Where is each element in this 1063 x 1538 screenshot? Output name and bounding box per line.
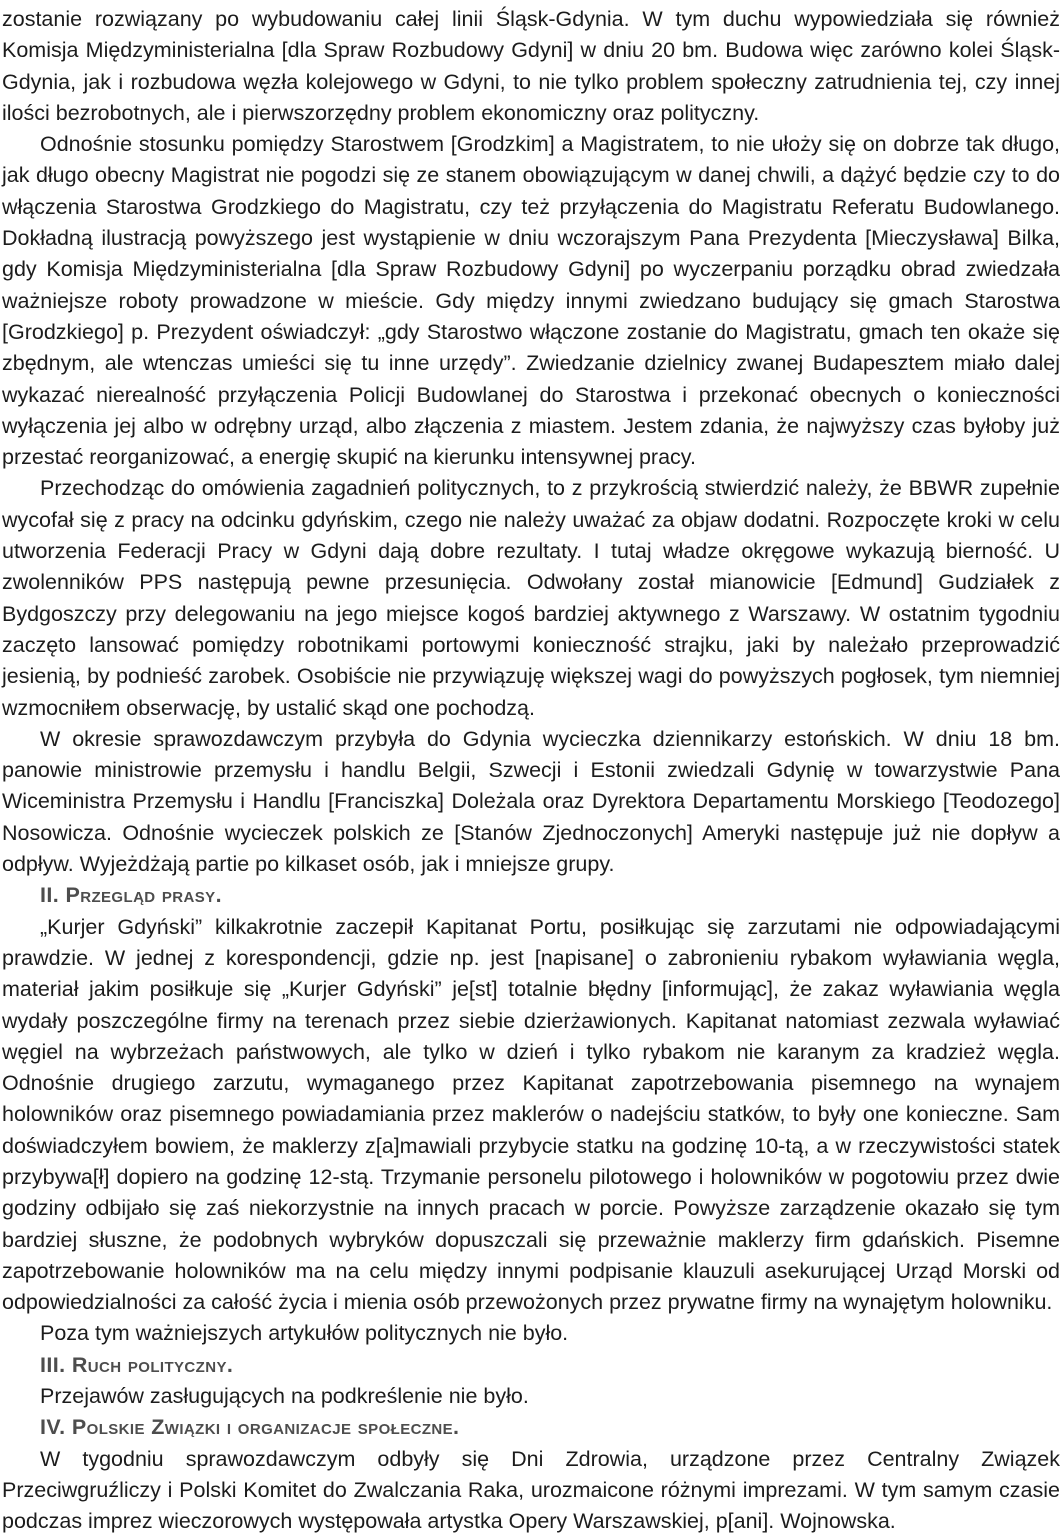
section-heading-political-movement: III. Ruch polityczny. bbox=[40, 1352, 234, 1377]
paragraph-political-issues: Przechodząc do omówienia zagadnień politycznych, to z przykrością stwierdzić należy, że BBWR zupełnie wycofał się z pracy na odcinku gdyńskim, czego nie należy uważać za objaw dodatni. Rozpoczęte kroki w celu utworzenia Federacji Pracy w Gdyni dają dobre rezultaty. I tutaj władze okręgowe wykazują bierność. U zwolenników PPS następują pewne przesunięcia. Odwołany został mianowicie [Edmund] Gudziałek z Bydgoszczy przy delegowaniu na jego miejsce kogoś bardziej aktywnego z Warszawy. W ostatnim tygodniu zaczęto lansować pomiędzy robotnikami portowymi konieczność strajku, jaki by należało przeprowadzić jesienią, by podnieść zarobek. Osobiście nie przywiązuję większej wagi do powyższych pogłosek, tym niemniej wzmocniłem obserwację, by ustalić skąd one pochodzą. bbox=[2, 476, 1060, 720]
paragraph-continuation: zostanie rozwiązany po wybudowaniu całej linii Śląsk-Gdynia. W tym duchu wypowiedziała się również Komisja Międzyministerialna [dla Spraw Rozbudowy Gdyni] w dniu 20 bm. Budowa więc zarówno kolei Śląsk-Gdynia, jak i rozbudowa węzła kolejowego w Gdyni, to nie tylko problem społeczny zatrudnienia tej, czy innej ilości bezrobotnych, ale i pierwszorzędny problem ekonomiczny oraz polityczny. bbox=[2, 7, 1060, 125]
paragraph-no-other-articles: Poza tym ważniejszych artykułów politycznych nie było. bbox=[40, 1321, 569, 1346]
section-heading-polish-associations: IV. Polskie Związki i organizacje społeczne. bbox=[40, 1415, 460, 1440]
paragraph-no-political-signs: Przejawów zasługujących na podkreślenie nie było. bbox=[40, 1384, 529, 1409]
paragraph-kurjer-gdynski: „Kurjer Gdyński” kilkakrotnie zaczepił Kapitanat Portu, posiłkując się zarzutami nie odpowiadającymi prawdzie. W jednej z korespondencji, gdzie np. jest [napisane] o zabronieniu rybakom wyławiania węgla, materiał jakim posiłkuje się „Kurjer Gdyński” je[st] totalnie błędny [informując], że zakaz wyławiania węgla wydały poszczególne firmy na terenach przez siebie dzierżawionych. Kapitanat natomiast zezwala wyławiać węgiel na wybrzeżach państwowych, ale tylko w dzień i tylko rybakom nie karanym za kradzież węgla. Odnośnie drugiego zarzutu, wymaganego przez Kapitanat zapotrzebowania pisemnego na wynajem holowników oraz pisemnego powiadamiania przez maklerów o nadejściu statków, to były one konieczne. Sam doświadczyłem bowiem, że maklerzy z[a]mawiali przybycie statku na godzinę 10-tą, a w rzeczywistości statek przybywa[ł] dopiero na godzinę 12-stą. Trzymanie personelu pilotowego i holowników w pogotowiu przez dwie godziny odbijało się zaś niekorzystnie na innych pracach w porcie. Powyższe zarządzenie okazało się tym bardziej słuszne, że podobnych wybryków dopuszczali się przeważnie maklerzy firm gdańskich. Pisemne zapotrzebowanie holowników ma na celu między innymi podpisanie klauzuli asekurującej Urząd Morski od odpowiedzialności za całość życia i mienia osób przewożonych przez prywatne firmy na wynajętym holowniku. bbox=[2, 914, 1060, 1315]
paragraph-health-days: W tygodniu sprawozdawczym odbyły się Dni Zdrowia, urządzone przez Centralny Związek Przeciwgruźliczy i Polski Komitet do Zwalczania Raka, urozmaicone różnymi imprezami. W tym samym czasie podczas imprez wieczorowych występowała artystka Opery Warszawskiej, p[ani]. Wojnowska. bbox=[2, 1446, 1060, 1534]
paragraph-starostwo-magistrat: Odnośnie stosunku pomiędzy Starostwem [Grodzkim] a Magistratem, to nie ułoży się on dobrze tak długo, jak długo obecny Magistrat nie pogodzi się ze stanem obowiązującym w danej chwili, a dążyć będzie czy to do włączenia Starostwa Grodzkiego do Magistratu, czy też przyłączenia do Magistratu Referatu Budowlanego. Dokładną ilustracją powyższego jest wystąpienie w dniu wczorajszym Pana Prezydenta [Mieczysława] Bilka, gdy Komisja Międzyministerialna [dla Spraw Rozbudowy Gdyni] po wyczerpaniu porządku obrad zwiedzała ważniejsze roboty prowadzone w mieście. Gdy między innymi zwiedzano budujący się gmach Starostwa [Grodzkiego] p. Prezydent oświadczył: „gdy Starostwo włączone zostanie do Magistratu, gmach ten okaże się zbędnym, ale wtenczas umieści się tu inne urzędy”. Zwiedzanie dzielnicy zwanej Budapesztem miało dalej wykazać nierealność przyłączenia Policji Budowlanej do Starostwa i przekonać obecnych o konieczności wyłączenia jej albo w odrębny urząd, albo złączenia z miastem. Jestem zdania, że najwyższy czas byłoby już przestać reorganizować, a energię skupić na kierunku intensywnej pracy. bbox=[2, 132, 1060, 470]
section-heading-press-review: II. Przegląd prasy. bbox=[40, 883, 222, 908]
paragraph-visits: W okresie sprawozdawczym przybyła do Gdynia wycieczka dziennikarzy estońskich. W dniu 18 bm. panowie ministrowie przemysłu i handlu Belgii, Szwecji i Estonii zwiedzali Gdynię w towarzystwie Pana Wiceministra Przemysłu i Handlu [Franciszka] Doleżala oraz Dyrektora Departamentu Morskiego [Teodozego] Nosowicza. Odnośnie wycieczek polskich ze [Stanów Zjednoczonych] Ameryki następuje już nie dopływ a odpływ. Wyjeżdżają partie po kilkaset osób, jak i mniejsze grupy. bbox=[2, 726, 1060, 877]
